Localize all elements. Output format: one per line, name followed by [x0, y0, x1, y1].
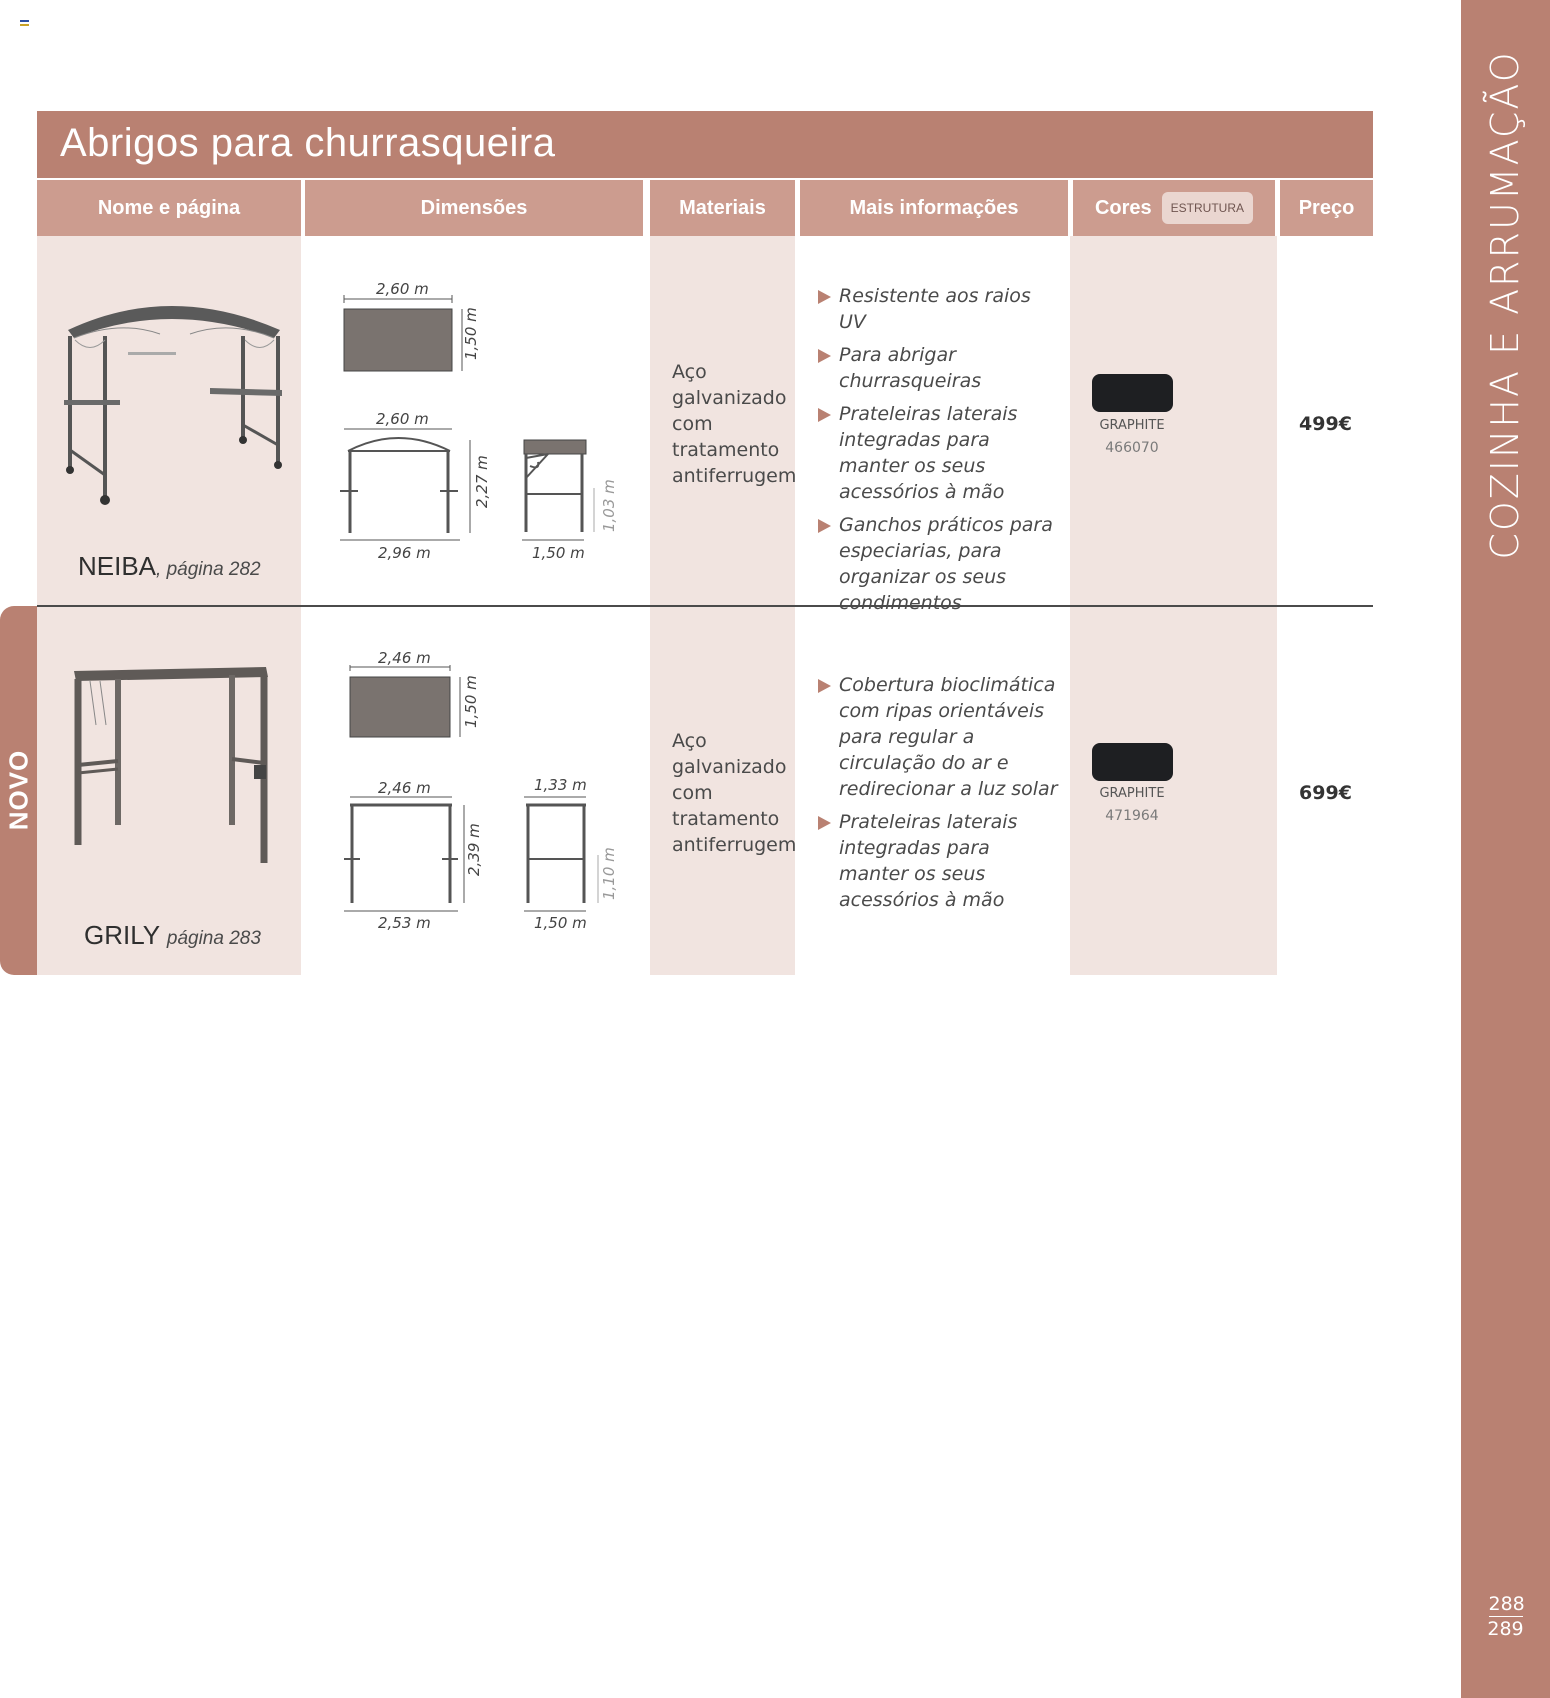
row-divider: [37, 605, 1373, 607]
color-swatch-graphite: [1092, 374, 1173, 412]
info-item-text: Prateleiras laterais integradas para manter os seus acessórios à mão: [839, 811, 1018, 911]
dim-top-depth: 1,50 m: [462, 307, 480, 360]
dim-front-base: 2,53 m: [378, 914, 431, 932]
header-dimensions-label: Dimensões: [420, 196, 528, 219]
info-item: [818, 672, 1058, 802]
header-colors-label: Cores: [1094, 196, 1152, 219]
header-dimensions: [305, 180, 643, 236]
info-item: [818, 512, 1058, 616]
header-price-label: Preço: [1298, 196, 1355, 219]
header-materials-label: Materiais: [679, 196, 766, 219]
product-page-ref: , página 282: [156, 559, 261, 580]
info-item: [818, 809, 1058, 913]
header-price: [1280, 180, 1373, 236]
bullet-arrow-icon: [818, 816, 831, 830]
price-grily: 699€: [1299, 782, 1352, 804]
neiba-product-image: [60, 300, 290, 510]
dim-side-base: 1,50 m: [534, 914, 587, 932]
color-code: 466070: [1105, 440, 1159, 456]
price-neiba: 499€: [1299, 413, 1352, 435]
dim-front-base: 2,96 m: [378, 544, 431, 562]
dim-top-width: 2,60 m: [376, 280, 429, 298]
material-grily: Aço galvanizado com tratamento antiferrugem: [672, 730, 797, 856]
corner-mark: [20, 20, 29, 28]
page-numbers: [1461, 1592, 1550, 1641]
new-badge: [0, 606, 37, 975]
grily-top-view-drawing: [348, 665, 478, 745]
bullet-arrow-icon: [818, 408, 831, 422]
color-swatch-graphite: [1092, 743, 1173, 781]
header-name: [37, 180, 301, 236]
product-page-ref: página 283: [166, 928, 261, 949]
info-list-neiba: [818, 283, 1058, 623]
new-badge-label: NOVO: [3, 749, 34, 831]
grily-product-image: [70, 665, 280, 870]
colors-structure-chip: ESTRUTURA: [1162, 192, 1253, 224]
dim-side-height: 1,10 m: [600, 847, 618, 900]
table-title: Abrigos para churrasqueira: [60, 121, 556, 165]
product-name-grily: [84, 920, 261, 951]
info-item-text: Ganchos práticos para especiarias, para organizar os seus condimentos: [839, 514, 1053, 614]
dim-front-top: 2,46 m: [378, 779, 431, 797]
header-materials: [650, 180, 795, 236]
material-neiba: Aço galvanizado com tratamento antiferrugem: [672, 361, 797, 487]
section-title: COZINHA E ARRUMAÇÃO: [1483, 50, 1527, 560]
color-name: GRAPHITE: [1099, 786, 1165, 801]
dim-front-height: 2,27 m: [473, 455, 491, 508]
dim-side-height: 1,03 m: [600, 479, 618, 532]
bullet-arrow-icon: [818, 290, 831, 304]
info-item: [818, 401, 1058, 505]
grily-front-view-drawing: [340, 795, 480, 915]
dim-front-top: 2,60 m: [376, 410, 429, 428]
dim-front-height: 2,39 m: [465, 823, 483, 876]
dim-top-depth: 1,50 m: [462, 675, 480, 728]
table-title-bar: [37, 111, 1373, 178]
neiba-top-view-drawing: [340, 295, 480, 375]
header-name-label: Nome e página: [97, 196, 241, 219]
bullet-arrow-icon: [818, 519, 831, 533]
info-item-text: Cobertura bioclimática com ripas orientáveis para regular a circulação do ar e redirecionar a luz solar: [839, 674, 1058, 800]
bullet-arrow-icon: [818, 679, 831, 693]
color-code: 471964: [1105, 808, 1159, 824]
dim-top-width: 2,46 m: [378, 649, 431, 667]
info-item-text: Resistente aos raios UV: [839, 285, 1031, 333]
page-number-right: 289: [1487, 1618, 1524, 1640]
dim-side-base: 1,50 m: [532, 544, 585, 562]
header-info: [800, 180, 1068, 236]
neiba-front-view-drawing: [338, 425, 478, 545]
color-name: GRAPHITE: [1099, 418, 1165, 433]
bullet-arrow-icon: [818, 349, 831, 363]
product-name-neiba: [78, 551, 261, 582]
product-name: NEIBA: [78, 551, 157, 581]
info-item: [818, 283, 1058, 335]
header-colors: [1073, 180, 1275, 236]
header-info-label: Mais informações: [849, 196, 1019, 219]
info-list-grily: [818, 672, 1058, 920]
info-item-text: Prateleiras laterais integradas para manter os seus acessórios à mão: [839, 403, 1018, 503]
dim-side-top: 1,33 m: [534, 776, 587, 794]
info-item: [818, 342, 1058, 394]
info-item-text: Para abrigar churrasqueiras: [839, 344, 982, 392]
page-number-left: 288: [1488, 1593, 1525, 1615]
product-name: GRILY: [84, 920, 160, 950]
